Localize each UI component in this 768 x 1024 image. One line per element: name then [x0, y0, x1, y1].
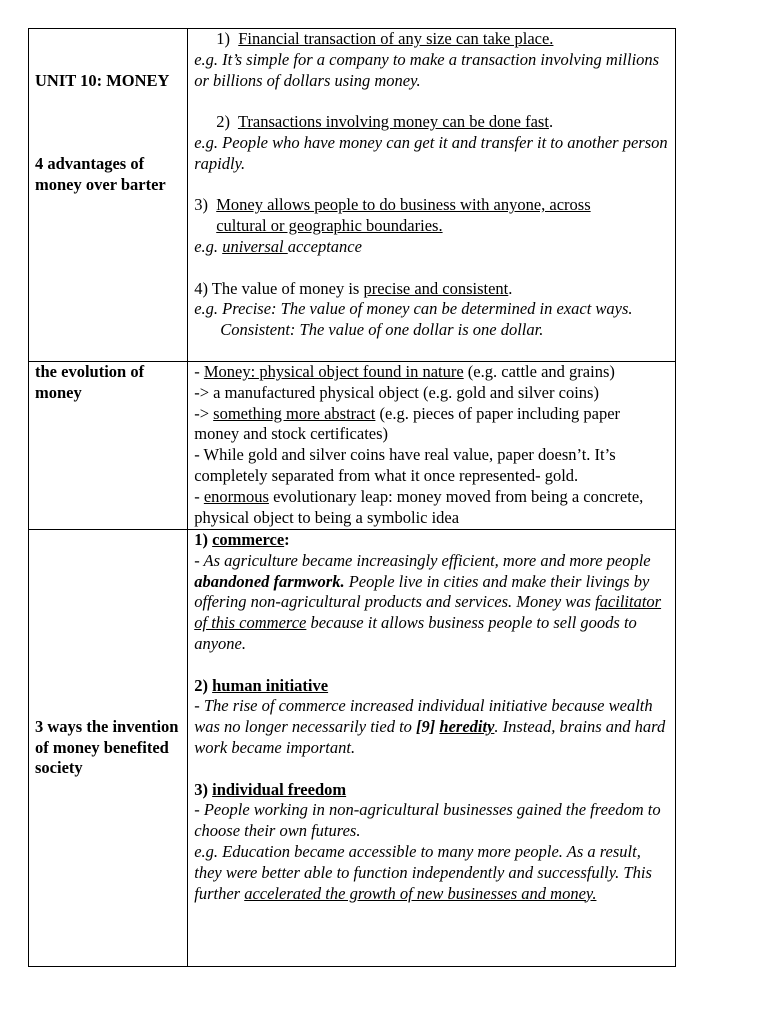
evolution-line-3: -> something more abstract (e.g. pieces of paper including paper money and stock certificates): [194, 403, 621, 444]
advantage-2: 2) Transactions involving money can be done fast.: [216, 112, 554, 132]
evolution-line-1: - Money: physical object found in nature (e.g. cattle and grains): [194, 362, 615, 381]
evolution-line-2: -> a manufactured physical object (e.g. gold and silver coins): [194, 382, 599, 402]
row-label-cell: [29, 530, 188, 967]
advantages-heading: 4 advantages of money over barter: [35, 153, 166, 194]
table-row: [29, 362, 676, 530]
advantage-3-example: e.g. universal acceptance: [194, 236, 362, 256]
row-content-cell: [188, 362, 676, 530]
evolution-line-4: - While gold and silver coins have real value, paper doesn’t. It’s completely separated from what it once represented- gold.: [194, 445, 616, 485]
advantage-3: 3) Money allows people to do business with anyone, across: [194, 195, 591, 215]
advantage-1-example: e.g. It’s simple for a company to make a transaction involving millions or billions of dollars using money.: [194, 49, 660, 90]
notes-sheet: [28, 28, 676, 967]
evolution-line-5: - enormous evolutionary leap: money moved from being a concrete, physical object to being a symbolic idea: [194, 486, 644, 527]
benefit-3-heading: 3) individual freedom: [194, 779, 347, 799]
row-content-cell: [188, 29, 676, 362]
benefit-2-heading: 2) human initiative: [194, 675, 329, 695]
row-label-cell: [29, 29, 188, 362]
advantage-2-example: e.g. People who have money can get it and transfer it to another person rapidly.: [194, 132, 668, 173]
benefit-3-text: - People working in non-agricultural businesses gained the freedom to choose their own futures.: [194, 800, 661, 841]
table-row: [29, 29, 676, 362]
advantage-3-cont: cultural or geographic boundaries.: [216, 216, 443, 236]
table-row: [29, 530, 676, 967]
notes-table: [28, 28, 676, 967]
evolution-heading: the evolution of money: [35, 362, 145, 402]
benefit-3-example: e.g. Education became accessible to many more people. As a result, they were better able to function independently and successfully. This further accelerated the growth of new businesses and money.: [194, 841, 652, 903]
unit-title: UNIT 10: MONEY: [35, 70, 170, 90]
benefit-2-text: - The rise of commerce increased individual initiative because wealth was no longer necessarily tied to [9] heredity. Instead, brains and hard work became important.: [194, 696, 666, 757]
benefit-1-text: - As agriculture became increasingly efficient, more and more people abandoned farmwork. People live in cities and make their livings by offering non-agricultural products and services. Money was facilitator of this commerce because it allows business people to sell goods to anyone.: [194, 550, 662, 653]
benefits-heading: 3 ways the invention of money benefited society: [35, 716, 179, 778]
row-content-cell: [188, 530, 676, 967]
advantage-4-example-2: Consistent: The value of one dollar is one dollar.: [220, 320, 544, 340]
advantage-1: 1) Financial transaction of any size can take place.: [216, 29, 554, 48]
benefit-1-heading: 1) commerce:: [194, 530, 290, 549]
advantage-4-example-1: e.g. Precise: The value of money can be determined in exact ways.: [194, 299, 633, 319]
row-label-cell: [29, 362, 188, 530]
advantage-4: 4) The value of money is precise and consistent.: [194, 278, 513, 298]
